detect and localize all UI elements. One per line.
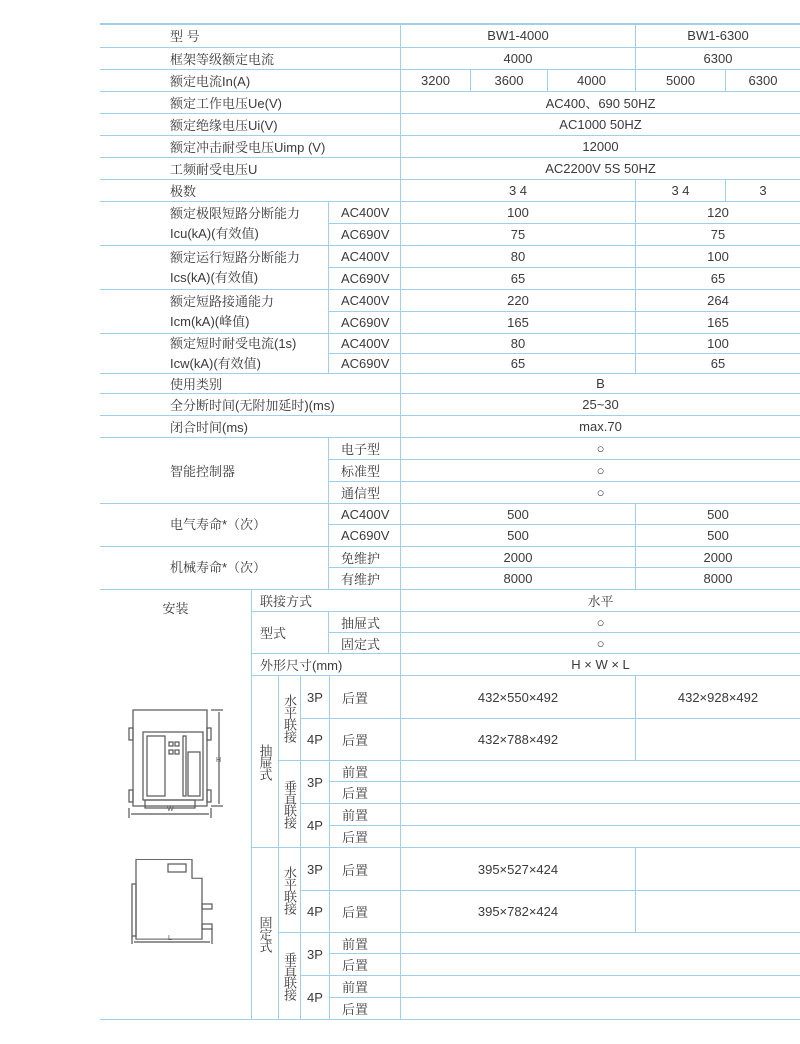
poles: 3P	[300, 761, 329, 804]
row-label: 机械寿命*（次）	[100, 547, 328, 590]
cell: 80	[400, 246, 635, 268]
cell: 3200	[400, 70, 470, 92]
model-header: BW1-4000	[400, 24, 635, 48]
position: 后置	[329, 891, 400, 933]
row-label: 框架等级额定电流	[100, 48, 400, 70]
row-label: 智能控制器	[100, 438, 328, 504]
cell: 5000	[635, 70, 725, 92]
dimension	[400, 954, 800, 976]
dimension	[400, 933, 800, 954]
sub-label: AC400V	[328, 246, 400, 268]
cell: 65	[635, 354, 800, 374]
row-value: max.70	[400, 416, 800, 438]
poles: 3P	[300, 933, 329, 976]
sub-label: 有维护	[328, 568, 400, 590]
row-label: 使用类别	[100, 374, 400, 394]
position: 后置	[329, 954, 400, 976]
cell: 8000	[635, 568, 800, 590]
cell: 4000	[400, 48, 635, 70]
cell: 100	[400, 202, 635, 224]
row-value: B	[400, 374, 800, 394]
cell: 8000	[400, 568, 635, 590]
connection-type: 水平联接	[278, 676, 300, 761]
position: 前置	[329, 976, 400, 998]
sub-label: AC690V	[328, 312, 400, 334]
cell: 65	[400, 268, 635, 290]
dimension: 432×788×492	[400, 719, 635, 761]
poles: 4P	[300, 719, 329, 761]
cell: 165	[635, 312, 800, 334]
mount-type: 抽屉式	[251, 676, 278, 848]
dimension	[400, 804, 800, 826]
row-value: AC400、690 50HZ	[400, 92, 800, 114]
dimension	[635, 891, 800, 933]
cell: 220	[400, 290, 635, 312]
cell: 100	[635, 246, 800, 268]
cell: 2000	[400, 547, 635, 568]
row-value: AC1000 50HZ	[400, 114, 800, 136]
row-label: 额定短路接通能力 Icm(kA)(峰值)	[100, 290, 328, 334]
dimension	[400, 998, 800, 1020]
mount-type: 固定式	[251, 848, 278, 1020]
dimension	[400, 976, 800, 998]
dimension	[635, 848, 800, 891]
cell: 500	[400, 525, 635, 547]
sub-label: AC690V	[328, 525, 400, 547]
position: 前置	[329, 804, 400, 826]
row-label: 额定短时耐受电流(1s) Icw(kA)(有效值)	[100, 334, 328, 374]
cell: 水平	[400, 590, 800, 612]
row-label: 额定冲击耐受电压Uimp (V)	[100, 136, 400, 158]
poles: 4P	[300, 976, 329, 1020]
cell: 3 4	[635, 180, 725, 202]
position: 后置	[329, 826, 400, 848]
check-mark: ○	[400, 482, 800, 504]
sub-label: AC690V	[328, 354, 400, 374]
position: 前置	[329, 761, 400, 782]
cell: H × W × L	[400, 654, 800, 676]
row-label: 型式	[251, 612, 328, 654]
row-value: AC2200V 5S 50HZ	[400, 158, 800, 180]
sub-label: 免维护	[328, 547, 400, 568]
dimension: 395×782×424	[400, 891, 635, 933]
sub-label: AC400V	[328, 334, 400, 354]
sub-label: 通信型	[328, 482, 400, 504]
row-label: 闭合时间(ms)	[100, 416, 400, 438]
dimension	[400, 782, 800, 804]
row-label: 额定电流In(A)	[100, 70, 400, 92]
fixed-breaker-drawing	[130, 858, 230, 948]
cell: 75	[400, 224, 635, 246]
row-label: 额定极限短路分断能力 Icu(kA)(有效值)	[100, 202, 328, 246]
position: 后置	[329, 782, 400, 804]
position: 后置	[329, 676, 400, 719]
dimension: 395×527×424	[400, 848, 635, 891]
dimension	[400, 761, 800, 782]
poles: 3P	[300, 848, 329, 891]
install-label: 安装	[100, 590, 251, 1020]
sub-label: 抽屉式	[328, 612, 400, 633]
poles: 4P	[300, 804, 329, 848]
dimension	[400, 826, 800, 848]
cell: 500	[400, 504, 635, 525]
cell: 75	[635, 224, 800, 246]
cell: 165	[400, 312, 635, 334]
sub-label: AC400V	[328, 290, 400, 312]
sub-label: 固定式	[328, 633, 400, 654]
sub-label: AC690V	[328, 268, 400, 290]
cell: 6300	[635, 48, 800, 70]
dim-h-label: H	[216, 757, 222, 764]
row-label: 额定运行短路分断能力 Ics(kA)(有效值)	[100, 246, 328, 290]
row-label: 型 号	[100, 24, 400, 48]
dimension: 432×928×492	[635, 676, 800, 719]
cell: 80	[400, 334, 635, 354]
position: 后置	[329, 848, 400, 891]
cell: 3600	[470, 70, 547, 92]
row-label: 极数	[100, 180, 400, 202]
model-header: BW1-6300	[635, 24, 800, 48]
position: 后置	[329, 719, 400, 761]
dim-l-label: L	[168, 935, 172, 942]
dimension	[635, 719, 800, 761]
check-mark: ○	[400, 460, 800, 482]
row-value: 12000	[400, 136, 800, 158]
row-value: 25~30	[400, 394, 800, 416]
sub-label: AC400V	[328, 504, 400, 525]
sub-label: AC400V	[328, 202, 400, 224]
check-mark: ○	[400, 612, 800, 633]
position: 前置	[329, 933, 400, 954]
connection-type: 水平联接	[278, 848, 300, 933]
cell: 2000	[635, 547, 800, 568]
connection-type: 垂直联接	[278, 761, 300, 848]
row-label: 电气寿命*（次）	[100, 504, 328, 547]
connection-type: 垂直联接	[278, 933, 300, 1020]
poles: 4P	[300, 891, 329, 933]
cell: 3 4	[400, 180, 635, 202]
sub-label: 标准型	[328, 460, 400, 482]
cell: 3	[725, 180, 800, 202]
sub-label: AC690V	[328, 224, 400, 246]
dimension: 432×550×492	[400, 676, 635, 719]
cell: 500	[635, 525, 800, 547]
row-label: 全分断时间(无附加延时)(ms)	[100, 394, 400, 416]
cell: 100	[635, 334, 800, 354]
dim-w-label: W	[167, 806, 174, 813]
position: 后置	[329, 998, 400, 1020]
check-mark: ○	[400, 438, 800, 460]
cell: 65	[400, 354, 635, 374]
cell: 6300	[725, 70, 800, 92]
sub-label: 电子型	[328, 438, 400, 460]
row-label: 额定绝缘电压Ui(V)	[100, 114, 400, 136]
cell: 500	[635, 504, 800, 525]
poles: 3P	[300, 676, 329, 719]
row-label: 外形尺寸(mm)	[251, 654, 400, 676]
drawer-breaker-drawing	[125, 700, 235, 820]
row-label: 额定工作电压Ue(V)	[100, 92, 400, 114]
cell: 4000	[547, 70, 635, 92]
row-label: 联接方式	[251, 590, 400, 612]
cell: 120	[635, 202, 800, 224]
row-label: 工频耐受电压U	[100, 158, 400, 180]
cell: 264	[635, 290, 800, 312]
check-mark: ○	[400, 633, 800, 654]
cell: 65	[635, 268, 800, 290]
